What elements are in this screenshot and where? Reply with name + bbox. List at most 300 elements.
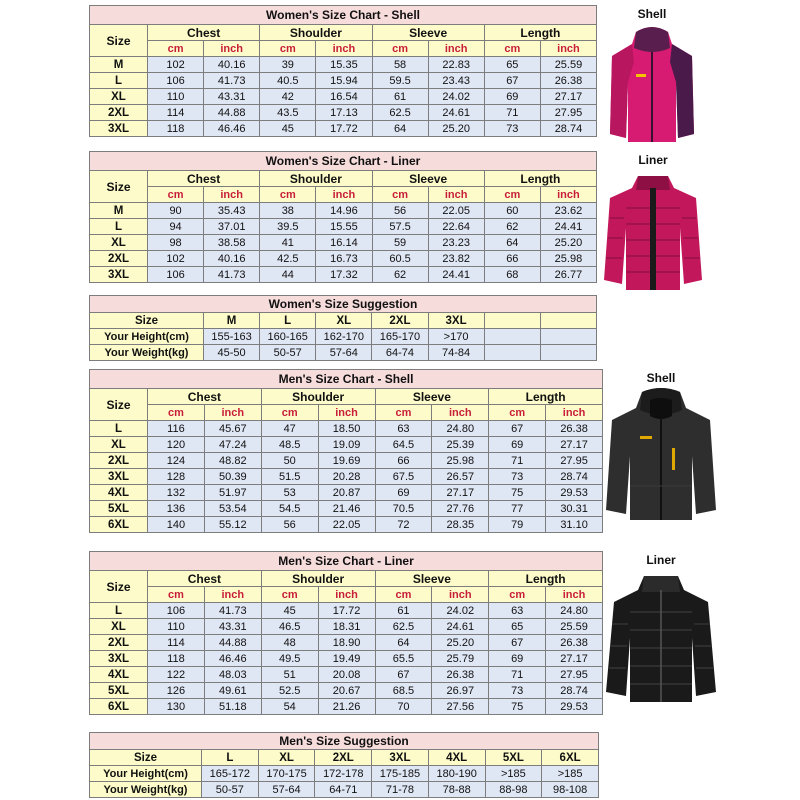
table-cell: 44.88 [204,635,261,651]
table-cell: 63 [489,603,546,619]
unit-header-cm: cm [260,41,316,57]
table-cell: 57-64 [316,345,372,361]
table-cell: 17.13 [316,105,372,121]
unit-header-inch: inch [540,187,596,203]
size-option-header: 2XL [372,313,428,329]
table-cell: 60 [484,203,540,219]
table-title-row [90,152,597,171]
measure-group-chest: Chest [148,171,260,187]
table-cell: 68 [484,267,540,283]
table-cell: 28.74 [546,469,603,485]
table-cell: 23.23 [428,235,484,251]
table-cell: 53 [261,485,318,501]
table-cell: 69 [489,437,546,453]
table-cell: 39.5 [260,219,316,235]
size-option-header: 5XL [485,750,542,766]
size-label: L [90,73,148,89]
table-cell: 47 [261,421,318,437]
measure-group-length: Length [489,571,603,587]
table-cell: 160-165 [260,329,316,345]
unit-header-inch: inch [204,405,261,421]
table-row [90,437,603,453]
table-cell: 62 [484,219,540,235]
table-cell: 110 [148,619,205,635]
table-cell: 65.5 [375,651,432,667]
table-cell: 46.46 [204,651,261,667]
table-cell: 18.50 [318,421,375,437]
unit-header-inch: inch [318,405,375,421]
measure-group-chest: Chest [148,25,260,41]
table-cell: 24.80 [546,603,603,619]
table-row [90,203,597,219]
women-shell-size-table [89,5,597,137]
table-cell: 90 [148,203,204,219]
table-cell: 22.05 [318,517,375,533]
unit-header-inch: inch [540,41,596,57]
table-cell: 20.08 [318,667,375,683]
size-option-header: M [204,313,260,329]
table-cell: 45 [261,603,318,619]
table-cell: 16.73 [316,251,372,267]
table-cell: 128 [148,469,205,485]
table-cell: 26.38 [546,635,603,651]
table-title: Men's Size Chart - Shell [90,370,603,389]
table-row [90,517,603,533]
table-cell: 18.90 [318,635,375,651]
table-cell: 62.5 [372,105,428,121]
table-cell: 106 [148,73,204,89]
table-cell: 15.55 [316,219,372,235]
measure-group-sleeve: Sleeve [375,571,489,587]
size-column-header: Size [90,750,202,766]
table-cell: 42 [260,89,316,105]
table-cell: 16.14 [316,235,372,251]
size-column-header: Size [90,389,148,421]
size-label: XL [90,437,148,453]
table-cell: 29.53 [546,699,603,715]
unit-header-inch: inch [316,187,372,203]
table-cell: 165-170 [372,329,428,345]
table-row [90,251,597,267]
table-cell: 72 [375,517,432,533]
table-cell: 56 [261,517,318,533]
table-cell: 26.57 [432,469,489,485]
size-label: 6XL [90,699,148,715]
table-cell: 120 [148,437,205,453]
size-label: 5XL [90,683,148,699]
table-cell: 23.82 [428,251,484,267]
measure-group-length: Length [484,171,596,187]
table-cell: 17.32 [316,267,372,283]
table-cell: 70 [375,699,432,715]
men-shell-jacket-icon [600,386,722,522]
unit-header-cm: cm [148,41,204,57]
table-cell: 15.35 [316,57,372,73]
men-liner-label: Liner [646,553,676,567]
table-row [90,699,603,715]
table-row [90,651,603,667]
unit-header-inch: inch [432,587,489,603]
table-title-row [90,552,603,571]
table-row [90,235,597,251]
measure-group-length: Length [489,389,603,405]
men-size-suggestion-table [89,732,599,798]
table-cell: 43.5 [260,105,316,121]
table-cell: 54.5 [261,501,318,517]
table-cell: 67.5 [375,469,432,485]
unit-header-cm: cm [260,187,316,203]
table-cell: 26.97 [432,683,489,699]
men-shell-size-table [89,369,603,533]
women-liner-label: Liner [638,153,668,167]
table-title: Men's Size Suggestion [90,733,599,750]
table-title: Women's Size Chart - Liner [90,152,597,171]
table-cell: 47.24 [204,437,261,453]
table-cell: 26.38 [546,421,603,437]
size-label: 3XL [90,469,148,485]
table-cell: 41.73 [204,267,260,283]
table-cell [484,329,540,345]
table-cell: 71 [484,105,540,121]
table-row [90,501,603,517]
table-row [90,121,597,137]
table-title-row [90,733,599,750]
table-cell: 73 [489,469,546,485]
size-column-header: Size [90,313,204,329]
table-cell: 122 [148,667,205,683]
unit-row [90,405,603,421]
table-cell [540,329,596,345]
table-cell: 49.61 [204,683,261,699]
table-cell: 110 [148,89,204,105]
table-cell: 29.53 [546,485,603,501]
table-cell: 77 [489,501,546,517]
table-row [90,683,603,699]
table-cell: 43.31 [204,89,260,105]
table-cell: 20.28 [318,469,375,485]
table-cell: 118 [148,121,204,137]
table-cell: 27.17 [540,89,596,105]
table-cell: 17.72 [316,121,372,137]
table-row [90,766,599,782]
table-cell: 114 [148,105,204,121]
unit-header-cm: cm [375,587,432,603]
measure-group-row [90,571,603,587]
table-cell: 20.87 [318,485,375,501]
unit-header-inch: inch [432,405,489,421]
table-cell: 44.88 [204,105,260,121]
women-shell-label: Shell [637,7,667,21]
table-cell: 45.67 [204,421,261,437]
table-cell: 22.83 [428,57,484,73]
table-cell: 25.59 [540,57,596,73]
table-cell: 28.35 [432,517,489,533]
table-cell: 71 [489,453,546,469]
unit-header-inch: inch [546,405,603,421]
unit-header-inch: inch [316,41,372,57]
table-cell: 41.73 [204,73,260,89]
size-option-header: 3XL [372,750,429,766]
table-cell: 49.5 [261,651,318,667]
table-cell: 140 [148,517,205,533]
table-cell: 15.94 [316,73,372,89]
table-cell: 165-172 [202,766,259,782]
table-cell: 155-163 [204,329,260,345]
table-cell: 64-71 [315,782,372,798]
unit-header-inch: inch [428,41,484,57]
size-label: XL [90,89,148,105]
size-label: 3XL [90,267,148,283]
table-cell: >170 [428,329,484,345]
table-row [90,469,603,485]
women-liner-jacket-icon [600,168,706,292]
size-option-header [540,313,596,329]
unit-header-cm: cm [372,187,428,203]
table-cell: 27.95 [546,453,603,469]
table-cell: 162-170 [316,329,372,345]
table-cell: 55.12 [204,517,261,533]
men-shell-jacket-image [600,370,722,522]
unit-header-cm: cm [372,41,428,57]
table-cell: 16.54 [316,89,372,105]
table-title-row [90,370,603,389]
table-cell: 98 [148,235,204,251]
table-cell: 21.46 [318,501,375,517]
measure-group-row [90,25,597,41]
table-row [90,267,597,283]
table-cell: 18.31 [318,619,375,635]
size-label: 4XL [90,667,148,683]
table-cell: 21.26 [318,699,375,715]
table-row [90,635,603,651]
table-cell: 136 [148,501,205,517]
men-shell-label: Shell [646,371,676,385]
table-title-row [90,296,597,313]
size-label: L [90,421,148,437]
table-cell: 50-57 [202,782,259,798]
table-cell: 59.5 [372,73,428,89]
suggestion-row-label: Your Weight(kg) [90,345,204,361]
table-cell: 62 [372,267,428,283]
table-row [90,603,603,619]
table-cell: 25.39 [432,437,489,453]
table-cell: 65 [484,57,540,73]
table-row [90,105,597,121]
size-label: XL [90,619,148,635]
size-option-header [484,313,540,329]
men-liner-size-table [89,551,603,715]
women-liner-jacket-image [600,152,706,292]
size-option-header: XL [316,313,372,329]
unit-header-cm: cm [484,187,540,203]
men-liner-jacket-icon [600,568,722,704]
table-row [90,345,597,361]
table-cell: 61 [372,89,428,105]
measure-group-chest: Chest [148,571,262,587]
table-cell: 56 [372,203,428,219]
table-cell: 24.41 [428,267,484,283]
table-cell: 27.95 [540,105,596,121]
unit-header-cm: cm [148,187,204,203]
unit-header-cm: cm [261,405,318,421]
suggestion-header-row [90,750,599,766]
table-cell: 45 [260,121,316,137]
table-cell: 27.76 [432,501,489,517]
size-label: 2XL [90,453,148,469]
table-cell: 27.17 [546,437,603,453]
table-cell: 67 [489,635,546,651]
table-cell: 14.96 [316,203,372,219]
table-row [90,619,603,635]
table-cell: 44 [260,267,316,283]
table-cell: 48 [261,635,318,651]
table-cell: 28.74 [546,683,603,699]
table-cell: 73 [484,121,540,137]
unit-header-cm: cm [489,405,546,421]
unit-header-cm: cm [484,41,540,57]
table-cell: 38 [260,203,316,219]
table-cell: 106 [148,267,204,283]
unit-header-inch: inch [318,587,375,603]
table-cell: 24.02 [432,603,489,619]
table-cell: 172-178 [315,766,372,782]
table-row [90,329,597,345]
table-cell: 60.5 [372,251,428,267]
unit-row [90,587,603,603]
table-row [90,667,603,683]
table-cell: 23.62 [540,203,596,219]
unit-header-inch: inch [428,187,484,203]
measure-group-shoulder: Shoulder [260,25,372,41]
table-title-row [90,6,597,25]
table-cell: 46.46 [204,121,260,137]
table-cell: 64 [372,121,428,137]
table-cell: 25.20 [432,635,489,651]
table-cell: >185 [485,766,542,782]
table-cell: 116 [148,421,205,437]
table-row [90,57,597,73]
size-option-header: L [202,750,259,766]
table-cell: 94 [148,219,204,235]
table-cell: 20.67 [318,683,375,699]
table-cell: 71-78 [372,782,429,798]
measure-group-shoulder: Shoulder [260,171,372,187]
size-label: 3XL [90,121,148,137]
table-cell: 27.17 [432,485,489,501]
size-label: L [90,603,148,619]
measure-group-sleeve: Sleeve [372,171,484,187]
table-cell: 51.5 [261,469,318,485]
table-cell: 40.16 [204,251,260,267]
size-option-header: XL [258,750,315,766]
table-cell: 65 [489,619,546,635]
table-cell: 19.09 [318,437,375,453]
size-option-header: L [260,313,316,329]
measure-group-length: Length [484,25,596,41]
table-cell: 24.80 [432,421,489,437]
size-label: 6XL [90,517,148,533]
unit-header-inch: inch [204,587,261,603]
table-cell: 26.38 [540,73,596,89]
table-cell: 62.5 [375,619,432,635]
size-label: M [90,203,148,219]
table-cell: 50-57 [260,345,316,361]
table-cell: 68.5 [375,683,432,699]
table-cell: 24.61 [432,619,489,635]
table-cell: 42.5 [260,251,316,267]
size-column-header: Size [90,571,148,603]
table-cell: 31.10 [546,517,603,533]
table-cell: 53.54 [204,501,261,517]
table-row [90,782,599,798]
table-cell: 75 [489,485,546,501]
table-cell: 22.64 [428,219,484,235]
table-cell: 59 [372,235,428,251]
size-label: 2XL [90,105,148,121]
table-cell: 48.03 [204,667,261,683]
unit-header-inch: inch [204,41,260,57]
table-cell: 79 [489,517,546,533]
table-cell: 48.5 [261,437,318,453]
unit-row [90,41,597,57]
table-cell: 38.58 [204,235,260,251]
measure-group-shoulder: Shoulder [261,571,375,587]
table-cell: 25.20 [428,121,484,137]
table-cell: 41 [260,235,316,251]
table-title: Women's Size Suggestion [90,296,597,313]
table-cell: 19.69 [318,453,375,469]
table-cell: 23.43 [428,73,484,89]
table-cell: 39 [260,57,316,73]
unit-row [90,187,597,203]
table-cell: 67 [489,421,546,437]
table-cell: 24.41 [540,219,596,235]
size-column-header: Size [90,25,148,57]
table-cell: 26.77 [540,267,596,283]
table-row [90,421,603,437]
table-cell: 124 [148,453,205,469]
table-cell: 66 [375,453,432,469]
table-cell: 73 [489,683,546,699]
table-row [90,89,597,105]
table-cell: 51.18 [204,699,261,715]
table-cell: 51 [261,667,318,683]
table-cell: 69 [489,651,546,667]
table-cell: 69 [375,485,432,501]
table-cell: 54 [261,699,318,715]
table-cell: 17.72 [318,603,375,619]
unit-header-cm: cm [148,405,205,421]
table-cell: 22.05 [428,203,484,219]
table-cell: 180-190 [428,766,485,782]
size-label: XL [90,235,148,251]
women-size-suggestion-table [89,295,597,361]
suggestion-row-label: Your Height(cm) [90,766,202,782]
table-cell: 40.5 [260,73,316,89]
table-cell: 63 [375,421,432,437]
table-cell: 64 [484,235,540,251]
table-cell: 132 [148,485,205,501]
unit-header-cm: cm [148,587,205,603]
table-title: Women's Size Chart - Shell [90,6,597,25]
table-cell [484,345,540,361]
table-cell: 25.79 [432,651,489,667]
table-cell: 126 [148,683,205,699]
table-cell: 71 [489,667,546,683]
table-cell: 25.98 [540,251,596,267]
men-liner-jacket-image [600,552,722,704]
size-column-header: Size [90,171,148,203]
